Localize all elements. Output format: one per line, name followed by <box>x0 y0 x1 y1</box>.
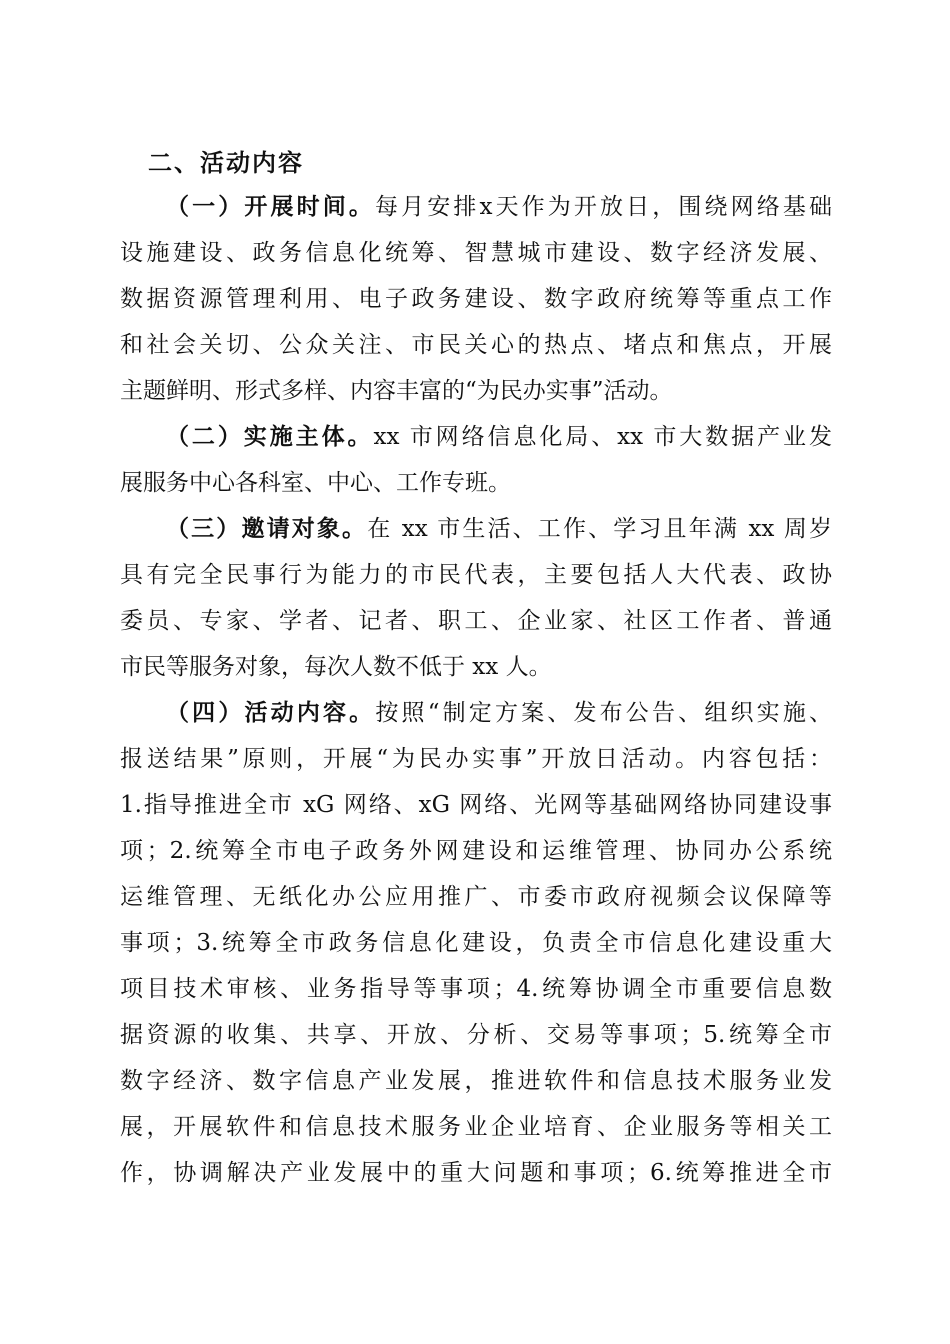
paragraph-line: 设施建设、政务信息化统筹、智慧城市建设、数字经济发展、 <box>120 240 832 266</box>
paragraph-line <box>166 186 832 228</box>
paragraph-line: 数字经济、数字信息产业发展，推进软件和信息技术服务业发 <box>120 1068 832 1094</box>
paragraph-lead: （一）开展时间。 <box>166 194 375 220</box>
paragraph-line: 和社会关切、公众关注、市民关心的热点、堵点和焦点，开展 <box>120 332 832 358</box>
paragraph-line: 事项；3.统筹全市政务信息化建设，负责全市信息化建设重大 <box>120 930 832 956</box>
paragraph-line: 具有完全民事行为能力的市民代表，主要包括人大代表、政协 <box>120 562 832 588</box>
paragraph-lead: （三）邀请对象。 <box>166 516 368 542</box>
paragraph-line: 展服务中心各科室、中心、工作专班。 <box>120 470 511 496</box>
paragraph-line: 数据资源管理利用、电子政务建设、数字政府统筹等重点工作 <box>120 286 832 312</box>
paragraph-lead: （二）实施主体。 <box>166 424 374 450</box>
paragraph-text: 按照“制定方案、发布公告、组织实施、 <box>375 700 832 726</box>
paragraph-line: 市民等服务对象，每次人数不低于 xx 人。 <box>120 654 552 680</box>
paragraph-text: 每月安排x天作为开放日，围绕网络基础 <box>374 194 832 220</box>
paragraph-line: 主题鲜明、形式多样、内容丰富的“为民办实事”活动。 <box>120 378 673 404</box>
paragraph-line: 委员、专家、学者、记者、职工、企业家、社区工作者、普通 <box>120 608 832 634</box>
paragraph-line: 展，开展软件和信息技术服务业企业培育、企业服务等相关工 <box>120 1114 832 1140</box>
paragraph-line: 项；2.统筹全市电子政务外网建设和运维管理、协同办公系统 <box>120 838 832 864</box>
paragraph-text: xx 市网络信息化局、xx 市大数据产业发 <box>373 424 832 450</box>
paragraph-line <box>166 692 832 734</box>
paragraph-line <box>166 416 832 458</box>
paragraph-line: 项目技术审核、业务指导等事项；4.统筹协调全市重要信息数 <box>120 976 832 1002</box>
paragraph-line: 报送结果”原则，开展“为民办实事”开放日活动。内容包括： <box>120 746 832 772</box>
paragraph-line: 作，协调解决产业发展中的重大问题和事项；6.统筹推进全市 <box>120 1160 832 1186</box>
paragraph-text: 在 xx 市生活、工作、学习且年满 xx 周岁 <box>367 516 832 542</box>
paragraph-line: 据资源的收集、共享、开放、分析、交易等事项；5.统筹全市 <box>120 1022 832 1048</box>
paragraph-lead: （四）活动内容。 <box>166 700 376 726</box>
section-heading: 二、活动内容 <box>148 149 304 177</box>
paragraph-line <box>166 508 832 550</box>
paragraph-line: 运维管理、无纸化办公应用推广、市委市政府视频会议保障等 <box>120 884 832 910</box>
paragraph-line: 1.指导推进全市 xG 网络、xG 网络、光网等基础网络协同建设事 <box>120 792 832 818</box>
